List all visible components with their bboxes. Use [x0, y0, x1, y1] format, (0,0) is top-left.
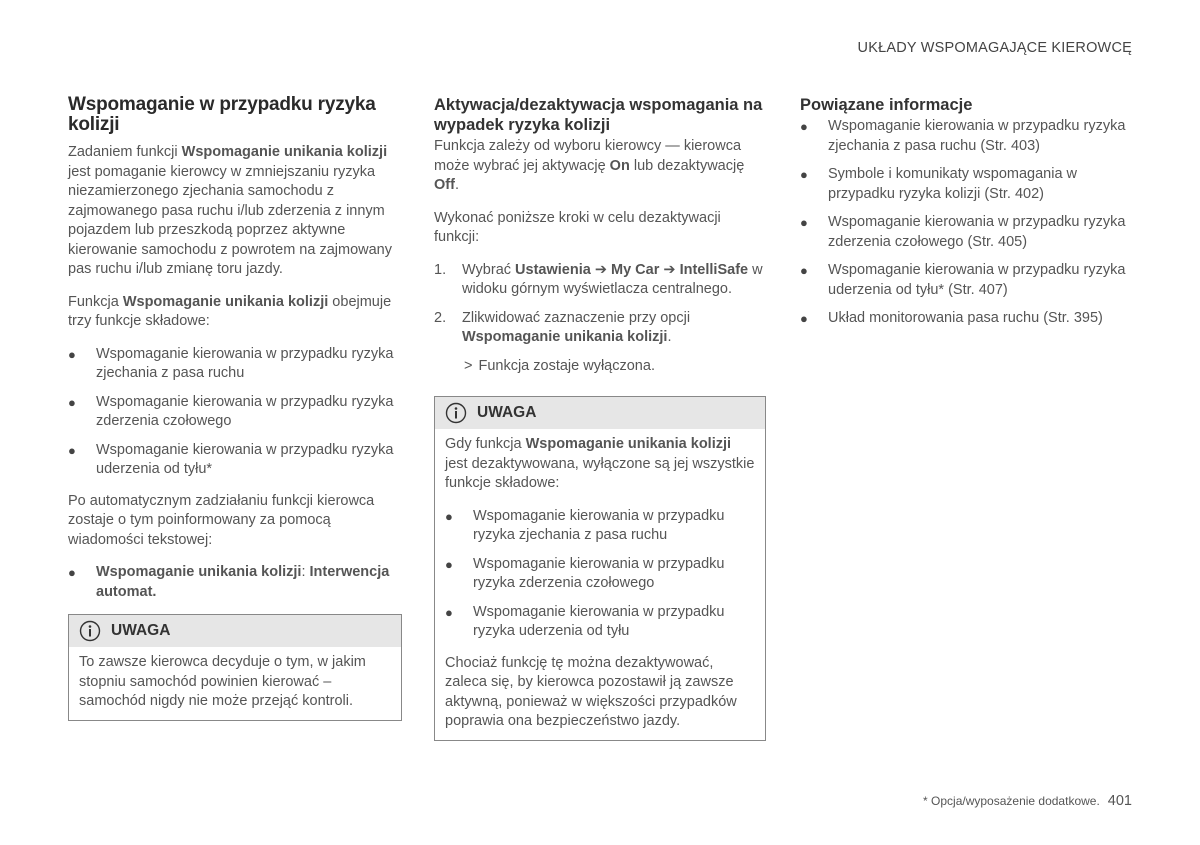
note-text: To zawsze kierowca decyduje o tym, w jakim stopniu samochód powinien kierować – samochód nigdy nie może przejąć kontroli. [79, 654, 366, 709]
bullet-icon: ● [800, 311, 808, 326]
note-paragraph: Chociaż funkcję tę można dezaktywować, zaleca się, by kierowca pozostawił ją zawsze aktywną, ponieważ w większości przypadków poprawia ona bezpieczeństwo jazdy. [445, 654, 737, 729]
function-name: Wspomaganie unikania kolizji [122, 293, 329, 310]
steps-list [434, 261, 766, 348]
related-links [800, 117, 1134, 329]
bullet-icon: ● [445, 508, 453, 524]
info-icon [445, 402, 467, 424]
message-list [68, 563, 402, 602]
steps-intro: Wykonać poniższe kroki w celu dezaktywacji funkcji: [434, 209, 721, 245]
info-icon [79, 620, 101, 642]
page-number: 401 [1107, 793, 1132, 809]
note-title: UWAGA [477, 404, 537, 422]
page-footer [923, 793, 1132, 809]
bullet-icon: ● [800, 119, 808, 134]
section-heading: Wspomaganie w przypadku ryzyka kolizji [68, 94, 376, 135]
note-header [435, 397, 765, 429]
result-marker: > [464, 357, 473, 374]
step-item: 2. Zlikwidować zaznaczenie przy opcji Wspomaganie unikania kolizji. [434, 309, 691, 345]
related-link[interactable]: ● Wspomaganie kierowania w przypadku ryzyka zjechania z pasa ruchu (Str. 403) [800, 118, 1126, 154]
note-box [68, 614, 402, 721]
bullet-icon: ● [68, 442, 76, 458]
related-link[interactable]: ● Wspomaganie kierowania w przypadku ryzyka uderzenia od tyłu* (Str. 407) [800, 262, 1126, 298]
bullet-icon: ● [800, 215, 808, 230]
bullet-icon: ● [445, 556, 453, 572]
intro-paragraph: Zadaniem funkcji Wspomaganie unikania kolizji jest pomaganie kierowcy w zmniejszaniu ryzyka niezamierzonego zjechania samochodu z zajmowanego pasa ruchu i/lub zderzenia z innym pojazdem lub przeszkodą poprzez aktywne kierowanie samochodu z powrotem na zajmowany pas ruchu i/lub zmianę toru jazdy. [68, 144, 392, 277]
note-header [69, 615, 401, 647]
list-item: ● Wspomaganie kierowania w przypadku ryzyka uderzenia od tyłu* [68, 441, 394, 477]
related-link[interactable]: ● Symbole i komunikaty wspomagania w przypadku ryzyka kolizji (Str. 402) [800, 166, 1078, 202]
section-heading: Aktywacja/dezaktywacja wspomagania na wypadek ryzyka kolizji [434, 96, 763, 134]
footnote: * Opcja/wyposażenie dodatkowe. [923, 794, 1100, 808]
list-item: ● Wspomaganie kierowania w przypadku ryzyka uderzenia od tyłu [445, 603, 725, 639]
bullet-icon: ● [800, 167, 808, 182]
note-list [445, 507, 755, 642]
arrow-right-icon: ➔ [663, 261, 676, 278]
bullet-icon: ● [800, 263, 808, 278]
list-item: ● Wspomaganie kierowania w przypadku ryzyka zjechania z pasa ruchu [68, 345, 394, 381]
components-list [68, 345, 402, 480]
arrow-right-icon: ➔ [594, 261, 607, 278]
note-paragraph: Gdy funkcja Wspomaganie unikania kolizji jest dezaktywowana, wyłączone są jej wszystkie funkcje składowe: [445, 436, 755, 491]
related-link[interactable]: ● Układ monitorowania pasa ruchu (Str. 395) [800, 309, 1134, 329]
step-result: > Funkcja zostaje wyłączona. [464, 357, 655, 374]
column-1 [68, 95, 402, 721]
bullet-icon: ● [68, 394, 76, 410]
column-3 [800, 95, 1134, 341]
bullet-icon: ● [445, 604, 453, 620]
function-name: Wspomaganie unikania kolizji [181, 144, 388, 160]
note-title: UWAGA [111, 622, 171, 640]
list-item: ● Wspomaganie kierowania w przypadku ryzyka zderzenia czołowego [68, 393, 394, 429]
note-content [435, 429, 765, 740]
list-item: ● Wspomaganie unikania kolizji: Interwencja automat. [68, 564, 390, 600]
section-header: UKŁADY WSPOMAGAJĄCE KIEROWCĘ [857, 40, 1132, 56]
column-2 [434, 95, 766, 741]
bullet-icon: ● [68, 565, 76, 580]
list-item: ● Wspomaganie kierowania w przypadku ryzyka zderzenia czołowego [445, 555, 725, 591]
related-link[interactable]: ● Wspomaganie kierowania w przypadku ryzyka zderzenia czołowego (Str. 405) [800, 214, 1126, 250]
intro-paragraph: Funkcja zależy od wyboru kierowcy — kierowca może wybrać jej aktywację On lub dezaktywację Off. [434, 138, 745, 193]
components-paragraph: Funkcja Wspomaganie unikania kolizji obejmuje trzy funkcje składowe: [68, 293, 392, 329]
step-item: 1. Wybrać Ustawienia ➔ My Car ➔ IntelliSafe w widoku górnym wyświetlacza centralnego. [434, 261, 763, 297]
bullet-icon: ● [68, 346, 76, 362]
related-heading: Powiązane informacje [800, 96, 973, 114]
message-intro: Po automatycznym zadziałaniu funkcji kierowca zostaje o tym poinformowany za pomocą wiadomości tekstowej: [68, 492, 375, 548]
list-item: ● Wspomaganie kierowania w przypadku ryzyka zjechania z pasa ruchu [445, 507, 725, 543]
note-box [434, 396, 766, 741]
